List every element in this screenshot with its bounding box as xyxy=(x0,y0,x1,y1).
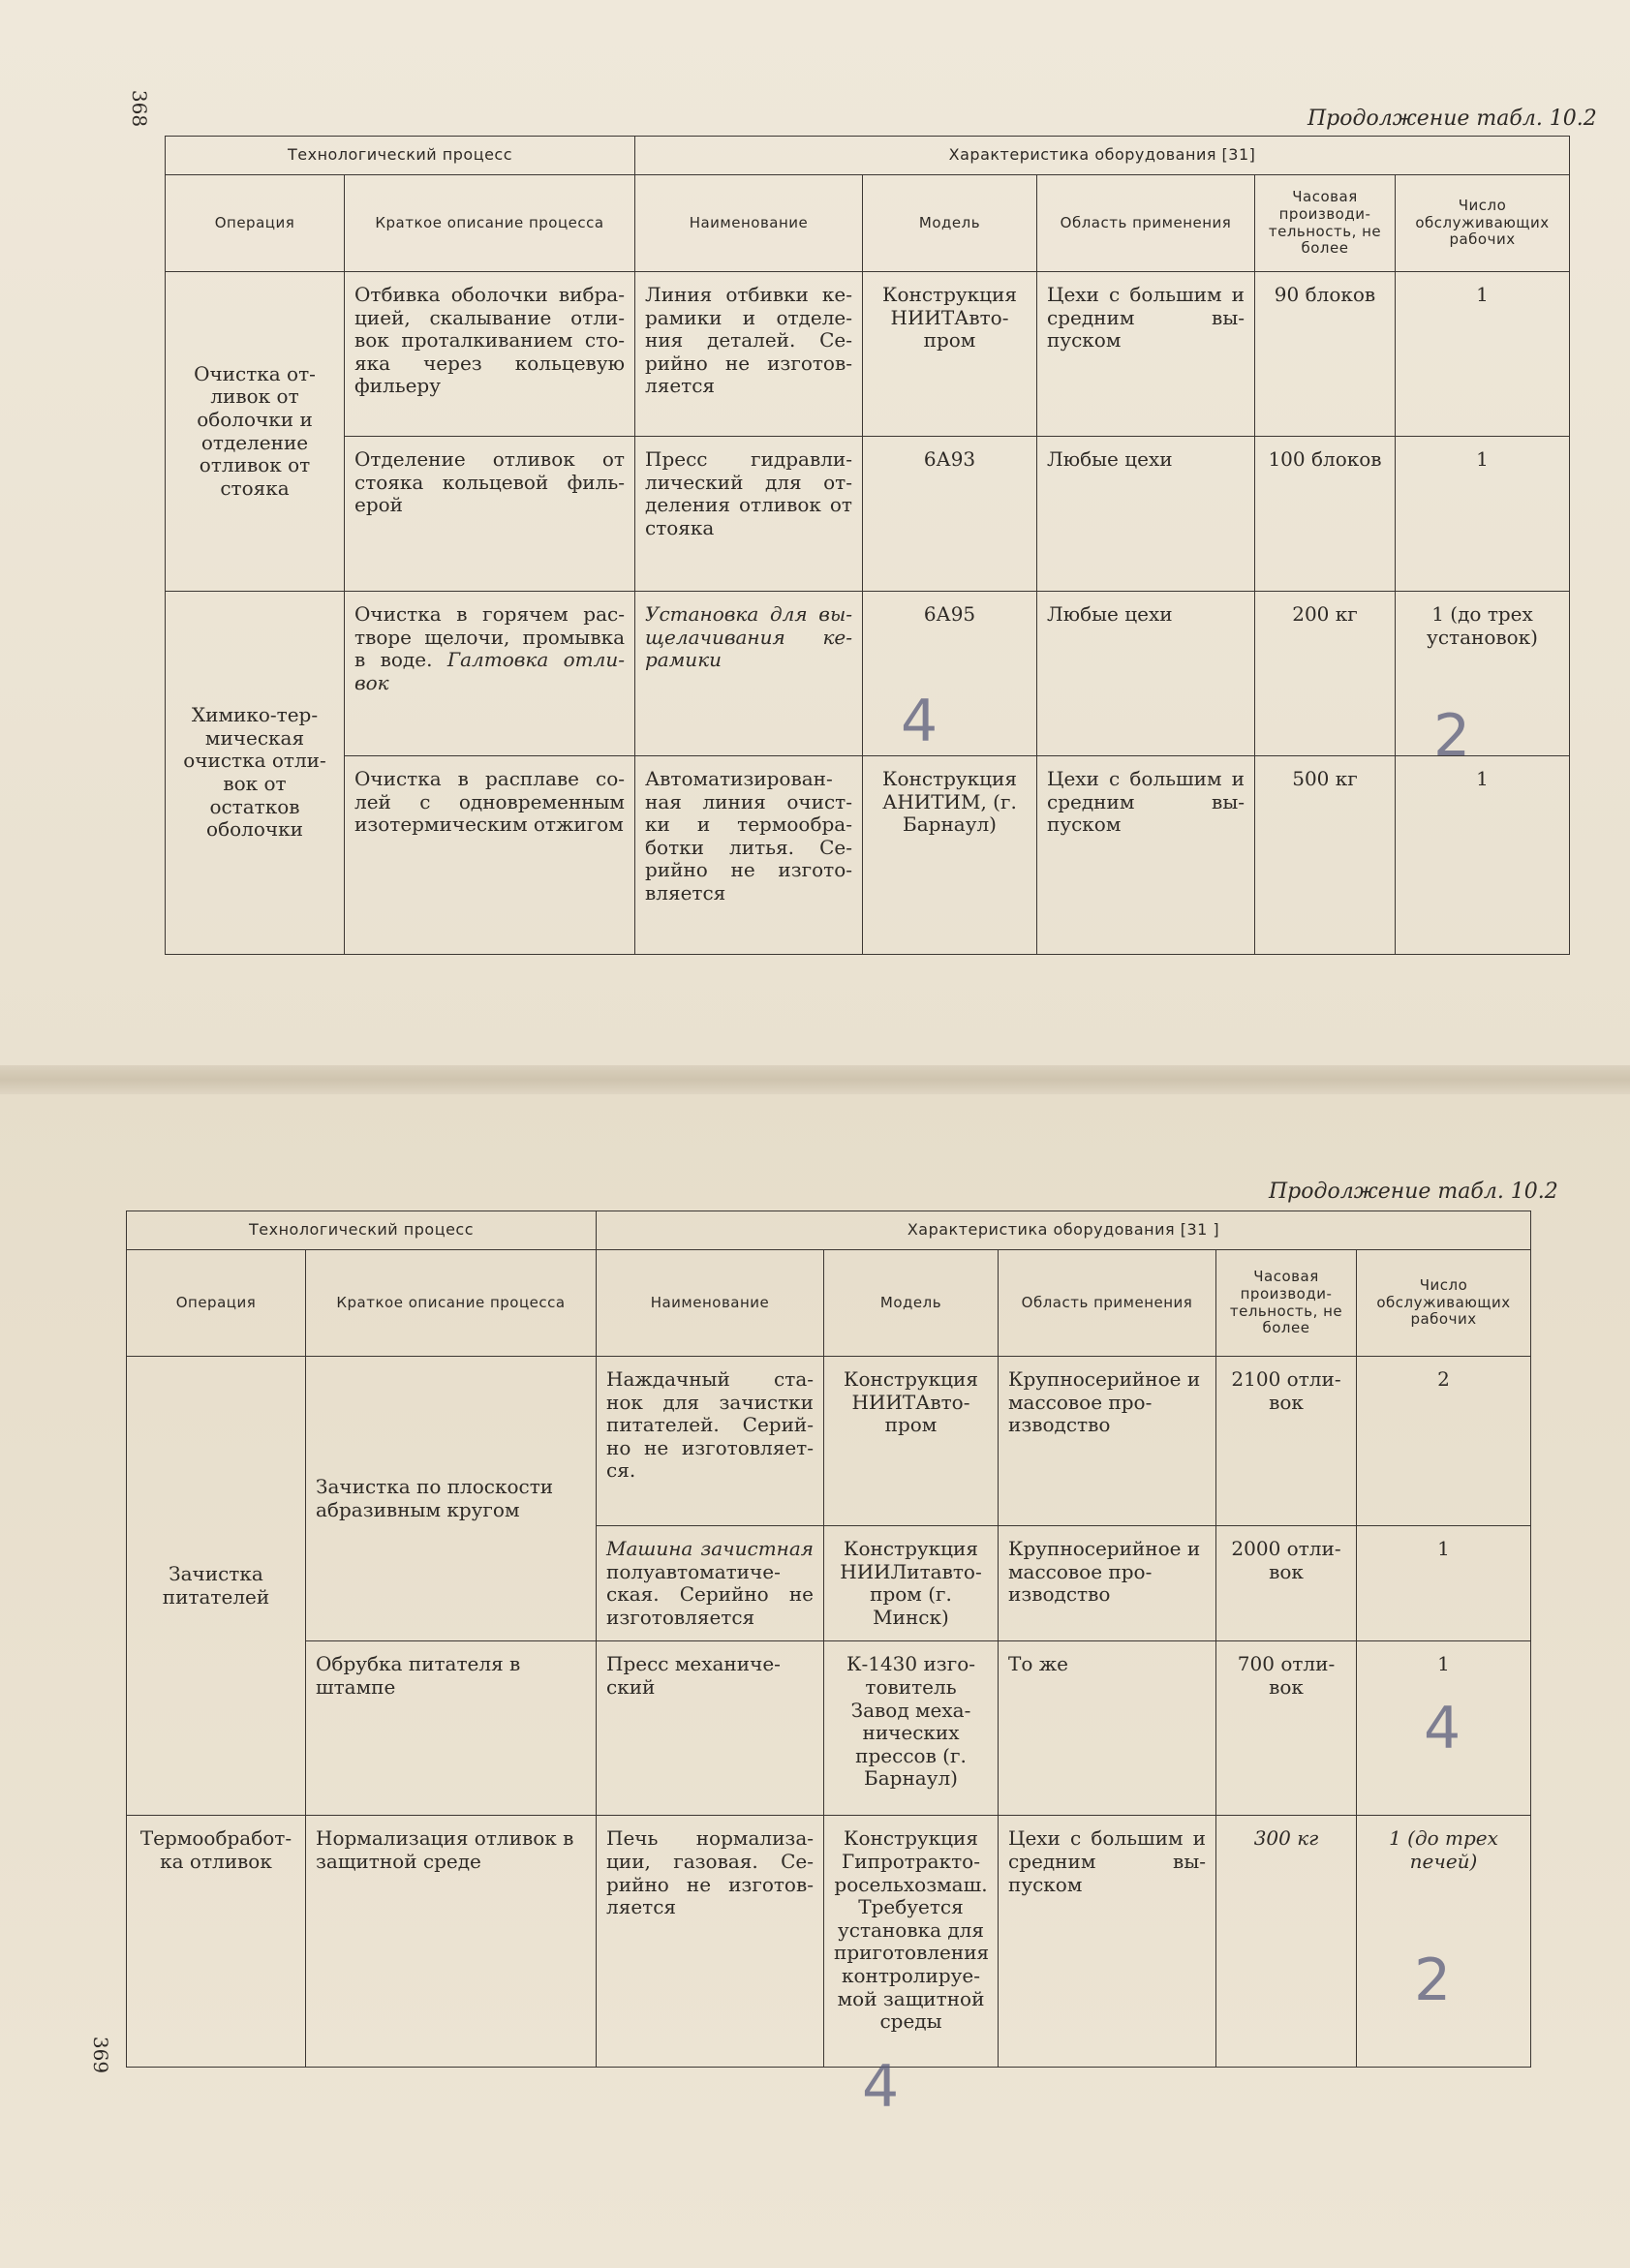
name-italic: Машина зачистная xyxy=(606,1537,814,1560)
cell-capacity: 90 блоков xyxy=(1255,272,1396,437)
cell-description: Отделение отливок от стояка кольцевой филь- ерой xyxy=(345,437,635,592)
header-workers: Число обслуживающих рабочих xyxy=(1357,1250,1531,1357)
cell-model: 6А95 xyxy=(863,592,1037,756)
cell-capacity: 500 кг xyxy=(1255,756,1396,955)
header-equipment: Характеристика оборудования [31] xyxy=(635,137,1570,175)
table-row xyxy=(166,756,1570,955)
cell-model: Конструкция НИИЛитавто- пром (г. Минск) xyxy=(824,1526,999,1641)
header-operation: Операция xyxy=(127,1250,306,1357)
cell-model: 6А93 xyxy=(863,437,1037,592)
cell-area: Цехи с большим и средним вы- пуском xyxy=(1037,272,1255,437)
header-description: Краткое описание процесса xyxy=(306,1250,597,1357)
description-text: Очистка в горячем рас- творе щелочи, промывка в воде. xyxy=(354,602,625,672)
table-row xyxy=(127,1357,1531,1526)
cell-model: Конструкция НИИТАвто- пром xyxy=(863,272,1037,437)
cell-operation: Очистка от- ливок от оболочки и отделение отливок от стояка xyxy=(166,272,345,592)
cell-capacity: 2100 отли- вок xyxy=(1216,1357,1357,1526)
cell-description: Нормализация отливок в защитной среде xyxy=(306,1816,597,2068)
header-area: Область применения xyxy=(999,1250,1216,1357)
header-description: Краткое описание процесса xyxy=(345,175,635,272)
table-row xyxy=(127,1641,1531,1816)
page-number-bottom: 369 xyxy=(89,2036,113,2074)
header-workers: Число обслуживающих рабочих xyxy=(1396,175,1570,272)
cell-name: Линия отбивки ке- рамики и отделе- ния деталей. Се- рийно не изготов- ляется xyxy=(635,272,863,437)
handwritten-mark: 4 xyxy=(1424,1695,1461,1762)
cell-workers: 1 xyxy=(1396,437,1570,592)
cell-name: Установка для вы- щелачивания ке- рамики xyxy=(635,592,863,756)
handwritten-mark: 4 xyxy=(901,688,938,755)
cell-model: Конструкция НИИТАвто- пром xyxy=(824,1357,999,1526)
handwritten-mark: 2 xyxy=(1433,702,1471,770)
table-caption-bottom: Продолжение табл. 10.2 xyxy=(1269,1180,1558,1204)
cell-workers: 1 xyxy=(1396,272,1570,437)
cell-model: Конструкция Гипротракто- росельхозмаш. Требуется установка для приготовления контролируе- мой защитной среды xyxy=(824,1816,999,2068)
cell-model: К-1430 изго- товитель Завод меха- нических прессов (г. Барнаул) xyxy=(824,1641,999,1816)
cell-capacity: 2000 отли- вок xyxy=(1216,1526,1357,1641)
cell-operation: Термообработ- ка отливок xyxy=(127,1816,306,2068)
header-tech-process: Технологический процесс xyxy=(127,1211,597,1250)
page-fold xyxy=(0,1065,1630,1094)
header-capacity: Часовая производи- тельность, не более xyxy=(1216,1250,1357,1357)
cell-description: Обрубка питателя в штампе xyxy=(306,1641,597,1816)
description-italic: Галтовка отли- вок xyxy=(354,648,625,694)
cell-name: Наждачный ста- нок для зачистки питателей. Серий- но не изготовляет- ся. xyxy=(597,1357,824,1526)
cell-area: Цехи с большим и средним вы- пуском xyxy=(1037,756,1255,955)
cell-area: То же xyxy=(999,1641,1216,1816)
header-equipment: Характеристика оборудования [31 ] xyxy=(597,1211,1531,1250)
header-tech-process: Технологический процесс xyxy=(166,137,635,175)
cell-operation: Химико-тер- мическая очистка отли- вок от остатков оболочки xyxy=(166,592,345,955)
header-name: Наименование xyxy=(635,175,863,272)
table-row xyxy=(166,272,1570,437)
cell-description: Отбивка оболочки вибра- цией, скалывание отли- вок проталкиванием сто- яка через кольцевую фильеру xyxy=(345,272,635,437)
name-text: полуавтоматиче- ская. Серийно не изготовляется xyxy=(606,1559,814,1629)
cell-workers: 1 xyxy=(1357,1526,1531,1641)
header-name: Наименование xyxy=(597,1250,824,1357)
cell-area: Цехи с большим и средним вы- пуском xyxy=(999,1816,1216,2068)
handwritten-mark: 2 xyxy=(1414,1946,1452,2014)
cell-operation: Зачистка питателей xyxy=(127,1357,306,1816)
cell-capacity: 200 кг xyxy=(1255,592,1396,756)
cell-description xyxy=(345,592,635,756)
cell-capacity: 100 блоков xyxy=(1255,437,1396,592)
cell-description: Зачистка по плоскости абразивным кругом xyxy=(306,1357,597,1641)
table-caption-top: Продолжение табл. 10.2 xyxy=(1307,107,1597,131)
table-row xyxy=(166,592,1570,756)
cell-name: Печь нормализа- ции, газовая. Се- рийно не изготов- ляется xyxy=(597,1816,824,2068)
cell-name: Пресс механиче- ский xyxy=(597,1641,824,1816)
header-area: Область применения xyxy=(1037,175,1255,272)
cell-name: Автоматизирован- ная линия очист- ки и термообра- ботки литья. Се- рийно не изгото- вляется xyxy=(635,756,863,955)
cell-capacity: 300 кг xyxy=(1216,1816,1357,2068)
cell-name xyxy=(597,1526,824,1641)
cell-area: Крупносерийное и массовое про- изводство xyxy=(999,1357,1216,1526)
table-top xyxy=(165,136,1570,955)
cell-workers: 1 (до трех печей) xyxy=(1357,1816,1531,2068)
page-number-top: 368 xyxy=(128,89,152,128)
table-bottom xyxy=(126,1211,1531,2068)
cell-workers: 2 xyxy=(1357,1357,1531,1526)
table-row xyxy=(127,1816,1531,2068)
table-row xyxy=(166,437,1570,592)
cell-area: Любые цехи xyxy=(1037,437,1255,592)
cell-model: Конструкция АНИТИМ, (г. Барнаул) xyxy=(863,756,1037,955)
cell-description: Очистка в расплаве со- лей с одновременным изотермическим отжигом xyxy=(345,756,635,955)
cell-name: Пресс гидравли- лический для от- деления отливок от стояка xyxy=(635,437,863,592)
header-model: Модель xyxy=(863,175,1037,272)
cell-workers: 1 xyxy=(1357,1641,1531,1816)
header-operation: Операция xyxy=(166,175,345,272)
cell-capacity: 700 отли- вок xyxy=(1216,1641,1357,1816)
cell-area: Крупносерийное и массовое про- изводство xyxy=(999,1526,1216,1641)
cell-workers: 1 (до трех установок) xyxy=(1396,592,1570,756)
header-capacity: Часовая производи- тельность, не более xyxy=(1255,175,1396,272)
handwritten-mark: 4 xyxy=(862,2053,900,2121)
cell-workers: 1 xyxy=(1396,756,1570,955)
cell-area: Любые цехи xyxy=(1037,592,1255,756)
header-model: Модель xyxy=(824,1250,999,1357)
